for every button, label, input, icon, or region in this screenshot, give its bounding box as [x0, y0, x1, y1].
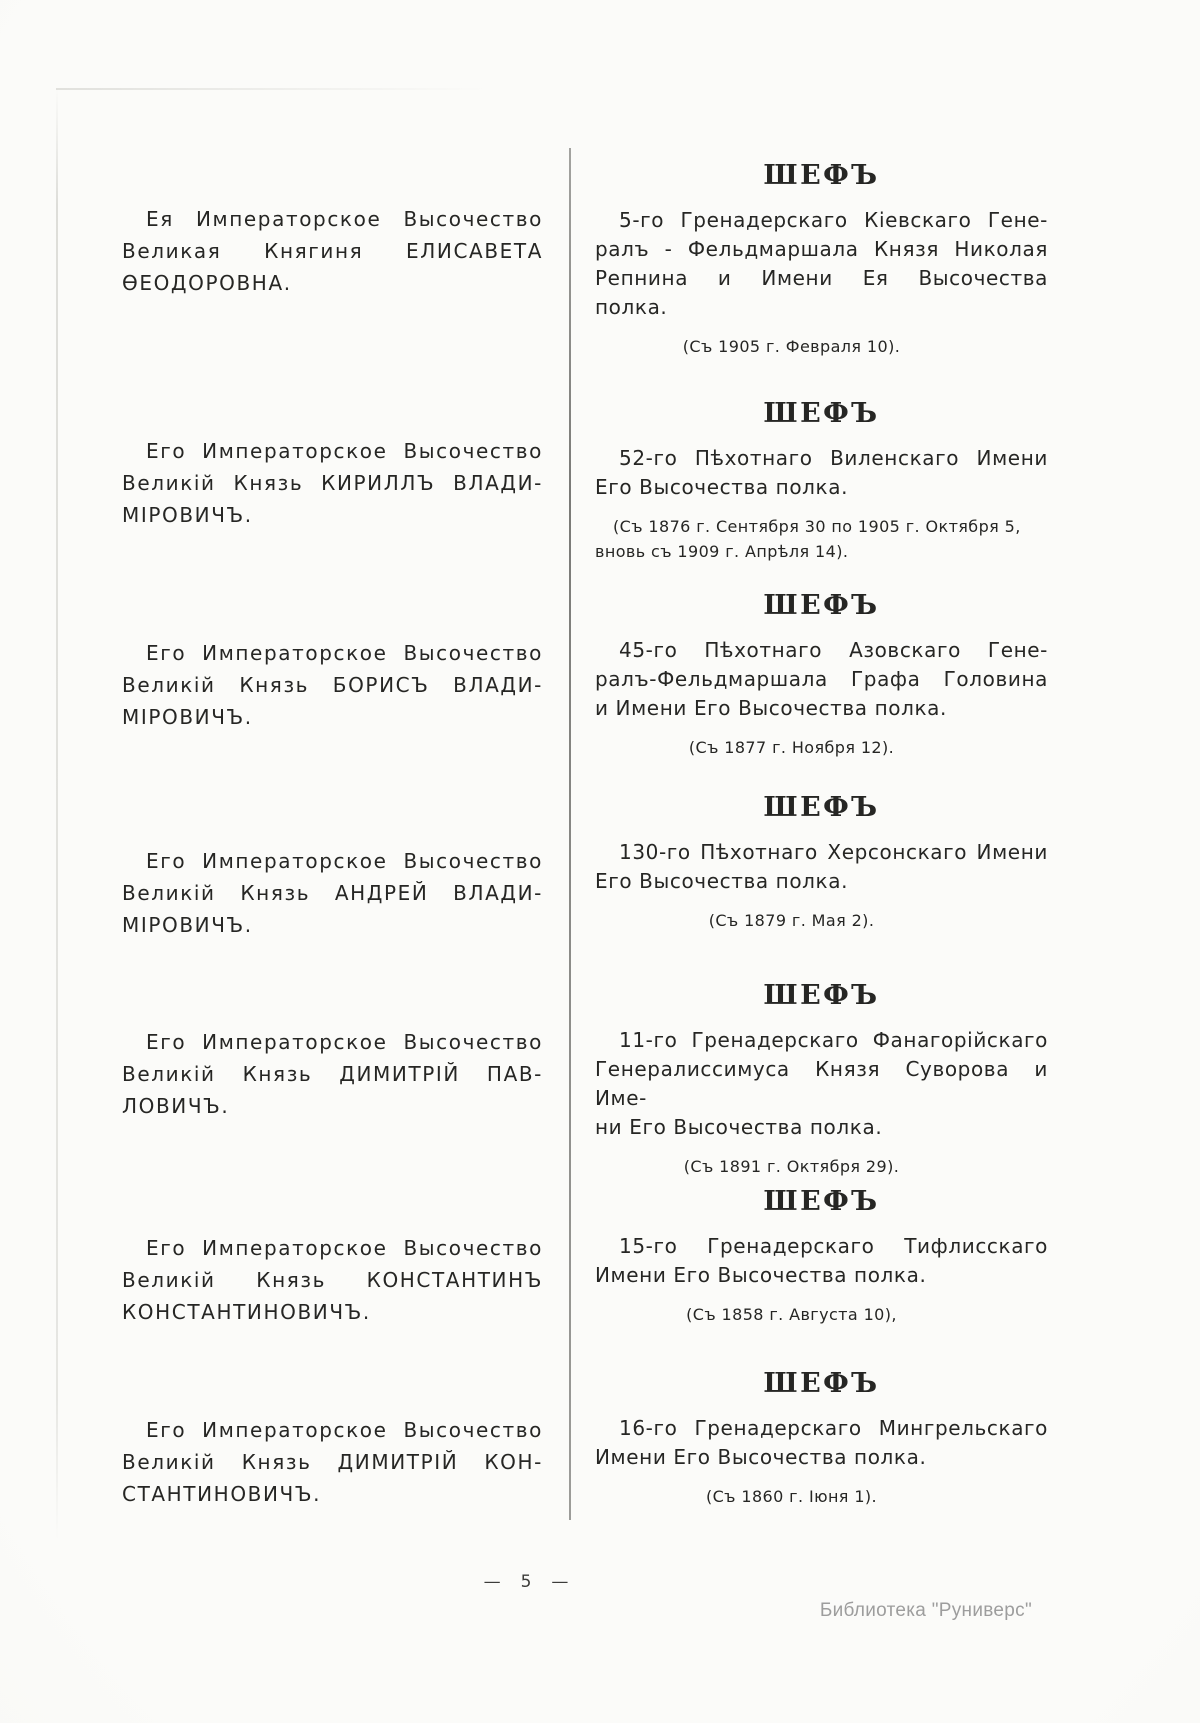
- tenure-date: [595, 514, 1048, 564]
- tenure-date-line: (Съ 1860 г. Іюня 1).: [705, 1487, 878, 1506]
- regiment-name-line: Генералиссимуса Князя Суворова и Име-: [595, 1057, 1048, 1110]
- footer-dash-right: —: [551, 1572, 569, 1592]
- patron-entry-7: [122, 1414, 543, 1510]
- shef-section-4: [595, 790, 1048, 933]
- tenure-date-line: вновь съ 1909 г. Апрѣля 14).: [595, 542, 849, 561]
- scan-page-edge-left: [56, 88, 58, 1540]
- patron-entry-5: [122, 1026, 543, 1122]
- patron-line: Его Императорское Высочество: [146, 1418, 543, 1442]
- shef-section-7: [595, 1366, 1048, 1509]
- regiment-name-line: 52-го Пѣхотнаго Виленскаго Имени: [619, 446, 1048, 470]
- tenure-date: [595, 1154, 1048, 1179]
- regiment-name-line: Имени Его Высочества полка.: [595, 1263, 927, 1287]
- regiment-name: [595, 838, 1048, 896]
- section-heading: ШЕФЪ: [763, 160, 880, 191]
- regiment-name-line: Имени Его Высочества полка.: [595, 1445, 927, 1469]
- patron-entry-4: [122, 845, 543, 941]
- section-heading: ШЕФЪ: [763, 590, 880, 621]
- patron-line: Великій Князь ДИМИТРІЙ ПАВ-: [122, 1062, 543, 1086]
- scan-page-edge-top: [56, 88, 486, 90]
- regiment-name-line: Его Высочества полка.: [595, 869, 849, 893]
- regiment-name-line: и Имени Его Высочества полка.: [595, 696, 947, 720]
- regiment-name-line: 15-го Гренадерскаго Тифлисскаго: [619, 1234, 1048, 1258]
- regiment-name-line: 11-го Гренадерскаго Фанагорійскаго: [619, 1028, 1048, 1052]
- footer-dash-left: —: [483, 1572, 501, 1592]
- tenure-date-line: (Съ 1891 г. Октября 29).: [683, 1157, 900, 1176]
- patron-line: Его Императорское Высочество: [146, 1236, 543, 1260]
- patron-line: Великій Князь ДИМИТРІЙ КОН-: [122, 1450, 543, 1474]
- regiment-name-line: 130-го Пѣхотнаго Херсонскаго Имени: [619, 840, 1048, 864]
- patron-line: Его Императорское Высочество: [146, 641, 543, 665]
- patron-entry-2: [122, 435, 543, 531]
- section-heading: ШЕФЪ: [763, 980, 880, 1011]
- patron-line: Его Императорское Высочество: [146, 849, 543, 873]
- tenure-date-line: (Съ 1905 г. Февраля 10).: [682, 337, 901, 356]
- patron-line: МІРОВИЧЪ.: [122, 705, 253, 729]
- patron-line: Его Императорское Высочество: [146, 439, 543, 463]
- section-heading: ШЕФЪ: [763, 1368, 880, 1399]
- regiment-name-line: 16-го Гренадерскаго Мингрельскаго: [619, 1416, 1048, 1440]
- shef-section-5: [595, 978, 1048, 1179]
- patron-line: ѲЕОДОРОВНА.: [122, 271, 292, 295]
- patron-line: Великая Княгиня ЕЛИСАВЕТА: [122, 239, 543, 263]
- tenure-date-line: (Съ 1858 г. Августа 10),: [686, 1305, 897, 1324]
- regiment-name-line: полка.: [595, 295, 668, 319]
- section-heading: ШЕФЪ: [763, 398, 880, 429]
- tenure-date: [595, 908, 1048, 933]
- patron-entry-6: [122, 1232, 543, 1328]
- patron-line: МІРОВИЧЪ.: [122, 913, 253, 937]
- regiment-name-line: Репнина и Имени Ея Высочества: [595, 266, 1048, 290]
- tenure-date-line: (Съ 1877 г. Ноября 12).: [688, 738, 895, 757]
- patron-line: МІРОВИЧЪ.: [122, 503, 253, 527]
- patron-line: Его Императорское Высочество: [146, 1030, 543, 1054]
- tenure-date: [595, 735, 1048, 760]
- patron-entry-3: [122, 637, 543, 733]
- regiment-name-line: ни Его Высочества полка.: [595, 1115, 883, 1139]
- section-heading: ШЕФЪ: [763, 792, 880, 823]
- shef-section-3: [595, 588, 1048, 760]
- shef-section-1: [595, 158, 1048, 359]
- regiment-name-line: 45-го Пѣхотнаго Азовскаго Гене-: [619, 638, 1048, 662]
- shef-section-2: [595, 396, 1048, 564]
- section-heading: ШЕФЪ: [763, 1186, 880, 1217]
- patron-line: Великій Князь АНДРЕЙ ВЛАДИ-: [122, 881, 543, 905]
- patron-line: Ея Императорское Высочество: [146, 207, 543, 231]
- tenure-date: [595, 334, 1048, 359]
- regiment-name-line: ралъ - Фельдмаршала Князя Николая: [595, 237, 1048, 261]
- regiment-name-line: 5-го Гренадерскаго Кіевскаго Гене-: [619, 208, 1048, 232]
- page-number: 5: [520, 1572, 532, 1592]
- shef-section-6: [595, 1184, 1048, 1327]
- patron-entry-1: [122, 203, 543, 299]
- regiment-name: [595, 444, 1048, 502]
- regiment-name-line: Его Высочества полка.: [595, 475, 849, 499]
- tenure-date-line: (Съ 1879 г. Мая 2).: [708, 911, 875, 930]
- runivers-watermark: Библиотека "Руниверс": [819, 1600, 1032, 1621]
- tenure-date-line: (Съ 1876 г. Сентября 30 по 1905 г. Октября 5,: [613, 517, 1021, 536]
- regiment-name: [595, 1232, 1048, 1290]
- patron-line: ЛОВИЧЪ.: [122, 1094, 230, 1118]
- patron-line: СТАНТИНОВИЧЪ.: [122, 1482, 322, 1506]
- regiment-name: [595, 1414, 1048, 1472]
- patron-line: Великій Князь БОРИСЪ ВЛАДИ-: [122, 673, 543, 697]
- tenure-date: [595, 1302, 1048, 1327]
- page-footer: [426, 1572, 626, 1592]
- column-divider: [569, 148, 571, 1520]
- regiment-name: [595, 206, 1048, 322]
- regiment-name-line: ралъ-Фельдмаршала Графа Головина: [595, 667, 1048, 691]
- tenure-date: [595, 1484, 1048, 1509]
- regiment-name: [595, 636, 1048, 723]
- patron-line: Великій Князь КОНСТАНТИНЪ: [122, 1268, 543, 1292]
- patron-line: Великій Князь КИРИЛЛЪ ВЛАДИ-: [122, 471, 543, 495]
- regiment-name: [595, 1026, 1048, 1142]
- patron-line: КОНСТАНТИНОВИЧЪ.: [122, 1300, 371, 1324]
